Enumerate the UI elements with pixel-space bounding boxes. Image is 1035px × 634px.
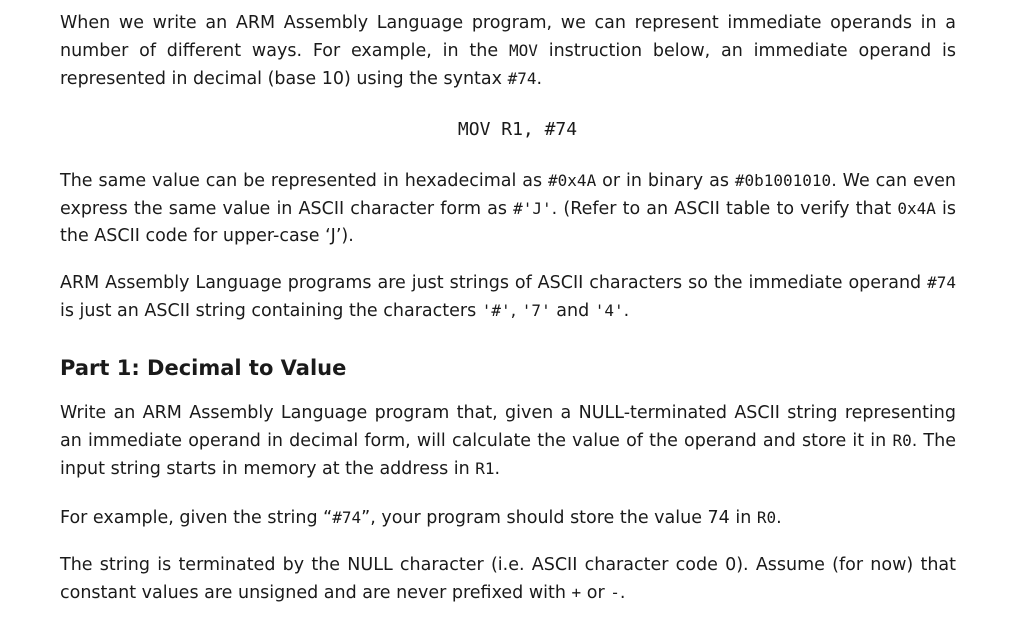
- text: . (Refer to an ASCII table to verify that: [551, 199, 898, 219]
- text: is the ASCII code for upper-case ‘J’).: [60, 199, 957, 246]
- text: .: [494, 459, 501, 479]
- code-inline: '#': [481, 301, 511, 320]
- code-inline: R1: [475, 459, 495, 478]
- code-inline: #0b1001010: [734, 171, 832, 190]
- code-inline: MOV: [508, 41, 538, 60]
- text: .: [776, 508, 782, 528]
- code-inline: +: [571, 583, 582, 602]
- text: Write an ARM Assembly Language program that, given a NULL-terminated ASCII string representing an immediate operand in decimal form, will calculate the value of the operand and store it in: [60, 403, 956, 451]
- text: ,: [510, 301, 522, 321]
- code-inline: 0x4A: [897, 199, 936, 218]
- text: or: [581, 583, 611, 603]
- strings-paragraph: [60, 269, 956, 325]
- text: and: [550, 301, 595, 321]
- example-paragraph: [60, 504, 956, 532]
- text: The same value can be represented in hexadecimal as: [60, 171, 549, 191]
- code-inline: #0x4A: [548, 171, 597, 190]
- text: or in binary as: [596, 171, 735, 191]
- code-inline: #74: [927, 273, 956, 292]
- intro-paragraph: [60, 10, 956, 93]
- code-inline: #'J': [513, 199, 552, 218]
- text: instruction below, an immediate operand is represented in decimal (base 10) using the syntax: [60, 41, 956, 89]
- code-line: MOV R1, #74: [457, 119, 578, 140]
- section-heading: Part 1: Decimal to Value: [60, 356, 347, 380]
- same-value-paragraph: [60, 167, 956, 250]
- text: The string is terminated by the NULL character (i.e. ASCII character code 0). Assume (for now) that constant values are unsigned and are never prefixed with: [60, 555, 956, 603]
- text: When we write an ARM Assembly Language program, we can represent immediate operands in a number of different ways. For example, in the: [60, 13, 956, 61]
- null-paragraph: [60, 552, 956, 607]
- text: . The input string starts in memory at the address in: [60, 431, 956, 479]
- text: . We can even express the same value in ASCII character form as: [60, 171, 956, 219]
- text: ”, your program should store the value 74 in: [361, 508, 757, 528]
- task-paragraph: [60, 400, 956, 483]
- code-inline: '7': [521, 301, 551, 320]
- text: .: [623, 301, 630, 321]
- code-inline: #74: [332, 508, 362, 527]
- text: For example, given the string “: [60, 508, 333, 528]
- text: .: [619, 583, 626, 603]
- code-inline: R0: [892, 431, 912, 450]
- code-inline: R0: [756, 508, 777, 527]
- code-inline: '4': [594, 301, 624, 320]
- text: .: [536, 69, 543, 89]
- code-inline: #74: [507, 69, 537, 88]
- text: ARM Assembly Language programs are just strings of ASCII characters so the immediate operand: [60, 273, 928, 293]
- text: is just an ASCII string containing the characters: [60, 301, 482, 321]
- code-inline: -: [610, 583, 620, 602]
